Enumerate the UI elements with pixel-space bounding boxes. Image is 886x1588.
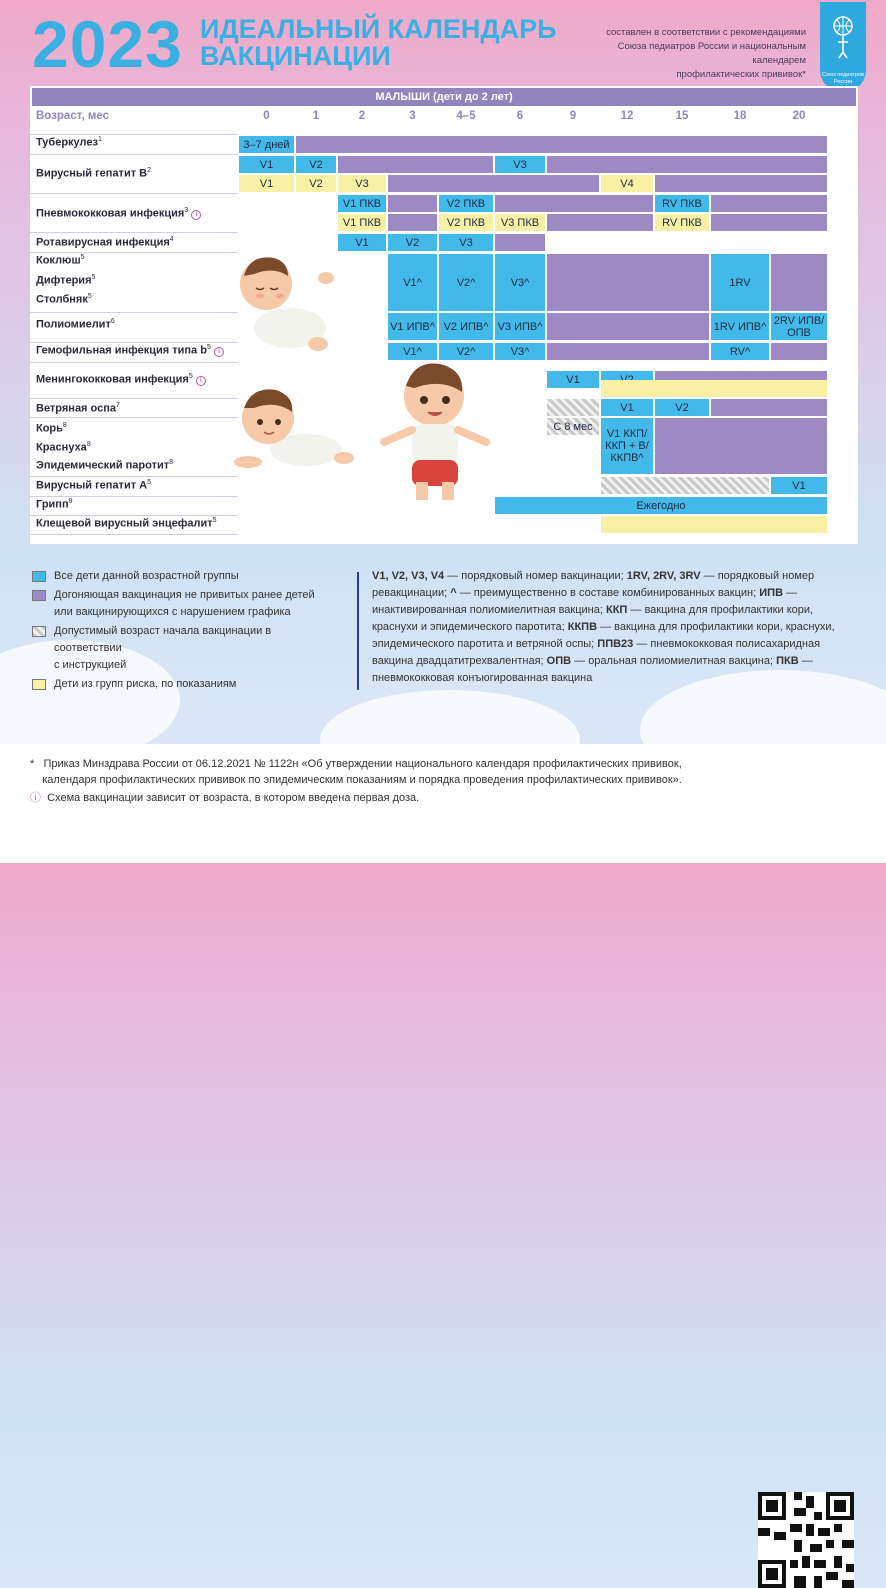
row-divider	[30, 417, 238, 418]
walking-baby-icon	[370, 356, 500, 506]
tb-dose: 3–7 дней	[239, 136, 294, 153]
pneumo-risk-catchup	[711, 214, 827, 231]
row-divider	[30, 252, 238, 253]
row-label-mumps: Эпидемический паротит$^8$	[36, 459, 174, 472]
row-label-pertussis: Коклюш$^5$	[36, 254, 85, 267]
age-column-0: 0	[238, 106, 295, 128]
flu-annual: Ежегодно	[495, 497, 827, 514]
pneumo-risk-1: V1 ПКВ	[338, 214, 386, 231]
row-divider	[30, 362, 238, 363]
hib-catchup	[547, 343, 709, 360]
age-column-4–5: 4–5	[438, 106, 494, 128]
age-dependent-icon: i	[191, 210, 201, 220]
polio-dose-1: V1 ИПВ^	[388, 313, 437, 340]
row-label-tick-encephalitis: Клещевой вирусный энцефалит$^5$	[36, 517, 217, 530]
color-legend	[32, 568, 332, 695]
hepa-dose-1: V1	[771, 477, 827, 494]
row-label-measles: Корь$^8$	[36, 422, 67, 435]
row-label-hepatitis-a: Вирусный гепатит $А^5$	[36, 479, 152, 492]
polio-catchup	[547, 313, 709, 340]
age-dependent-icon: i	[214, 347, 224, 357]
row-divider	[30, 134, 238, 135]
crawling-baby-icon	[226, 378, 356, 478]
polio-dose-3: V3 ИПВ^	[495, 313, 545, 340]
hepb-dose-2: V2	[296, 156, 336, 173]
varicella-catchup	[711, 399, 827, 416]
row-label-meningococcal: Менингококковая инфекция$^5$ i	[30, 373, 238, 386]
row-label-tuberculosis: Туберкулез$^1$	[36, 136, 102, 149]
title-line-2: ВАКЦИНАЦИИ	[200, 41, 391, 71]
pneumo-catchup	[388, 195, 437, 212]
rota-dose-1: V1	[338, 234, 386, 251]
legend-item-catchup: Догоняющая вакцинация не привитых ранее детей или вакцинирующихся с нарушением графика	[32, 587, 332, 621]
mening-risk	[601, 380, 827, 397]
row-label-rotavirus: Ротавирусная инфекция$^4$	[36, 236, 174, 249]
compiled-note	[576, 26, 806, 82]
hepb-catchup	[547, 156, 827, 173]
pneumo-risk-catchup	[388, 214, 437, 231]
row-label-hepatitis-b: Вирусный гепатит $В^2$	[36, 167, 152, 180]
dtp-dose-1: V1^	[388, 254, 437, 311]
main-title	[200, 16, 557, 70]
row-divider	[30, 312, 238, 313]
hepb-risk-4: V4	[601, 175, 653, 192]
row-label-hib: Гемофильная инфекция типа $b^5$ i	[30, 344, 238, 357]
hepb-risk-1: V1	[239, 175, 294, 192]
footnote-scheme: ⓘ Схема вакцинации зависит от возраста, в котором введена первая доза.	[30, 792, 420, 804]
vaccination-table	[30, 86, 858, 544]
legend-swatch-hatched	[32, 626, 46, 637]
row-label-polio: Полиомиелит$^6$	[36, 318, 115, 331]
logo-text: Союз педиатров России	[822, 72, 864, 85]
compiled-line-2: Союза педиатров России и национальным календарем	[617, 41, 806, 66]
title-line-1: ИДЕАЛЬНЫЙ КАЛЕНДАРЬ	[200, 14, 557, 44]
age-column-6: 6	[494, 106, 546, 128]
dtp-dose-2: V2^	[439, 254, 493, 311]
row-divider	[30, 193, 238, 194]
hib-revacc: RV^	[711, 343, 769, 360]
pneumo-dose-2: V2 ПКВ	[439, 195, 493, 212]
legend-swatch-yellow	[32, 679, 46, 690]
dtp-revacc-1: 1RV	[711, 254, 769, 311]
rota-dose-3: V3	[439, 234, 493, 251]
pneumo-catchup	[495, 195, 653, 212]
age-header-label: Возраст, мес	[30, 106, 244, 128]
hepb-risk-catchup	[655, 175, 827, 192]
age-column-1: 1	[295, 106, 337, 128]
rota-dose-2: V2	[388, 234, 437, 251]
hepb-risk-catchup	[388, 175, 599, 192]
legend-divider	[357, 572, 359, 690]
dtp-dose-3: V3^	[495, 254, 545, 311]
union-pediatricians-logo	[820, 2, 866, 92]
pneumo-risk-catchup	[547, 214, 653, 231]
hib-catchup	[771, 343, 827, 360]
age-column-2: 2	[337, 106, 387, 128]
row-divider	[30, 342, 238, 343]
mmr-catchup	[655, 418, 827, 474]
mmr-dose-1: V1 ККП/ ККП + В/ ККПВ^	[601, 418, 653, 474]
legend-swatch-blue	[32, 571, 46, 582]
pneumo-risk-2: V2 ПКВ	[439, 214, 493, 231]
polio-dose-2: V2 ИПВ^	[439, 313, 493, 340]
legend-item-all: Все дети данной возрастной группы	[32, 568, 332, 585]
age-column-3: 3	[387, 106, 438, 128]
row-label-influenza: Грипп$^9$	[36, 498, 73, 511]
hib-dose-1: V1^	[388, 343, 437, 360]
rota-catchup	[495, 234, 545, 251]
age-column-9: 9	[546, 106, 600, 128]
row-divider	[30, 476, 238, 477]
hepb-risk-3: V3	[338, 175, 386, 192]
tb-catchup	[296, 136, 827, 153]
legend-item-permitted: Допустимый возраст начала вакцинации в соответствии с инструкцией	[32, 623, 332, 674]
compiled-line-1: составлен в соответствии с рекомендациями	[606, 27, 806, 38]
mening-dose-1: V1	[547, 371, 599, 388]
polio-revacc-1: 1RV ИПВ^	[711, 313, 769, 340]
row-label-tetanus: Столбняк$^5$	[36, 293, 92, 306]
page-header	[0, 0, 886, 84]
hepb-risk-2: V2	[296, 175, 336, 192]
polio-revacc-2: 2RV ИПВ/ОПВ	[771, 313, 827, 340]
varicella-dose-1: V1	[601, 399, 653, 416]
pneumo-risk-3: V3 ПКВ	[495, 214, 545, 231]
pneumo-catchup	[711, 195, 827, 212]
varicella-dose-2: V2	[655, 399, 709, 416]
hepb-dose-1: V1	[239, 156, 294, 173]
age-column-15: 15	[654, 106, 710, 128]
row-label-diphtheria: Дифтерия$^5$	[36, 274, 96, 287]
qr-code-icon	[758, 1492, 854, 1588]
row-divider	[30, 515, 238, 516]
row-label-rubella: Краснуха$^8$	[36, 441, 91, 454]
row-label-varicella: Ветряная оспа$^7$	[36, 402, 120, 415]
hib-dose-3: V3^	[495, 343, 545, 360]
row-divider	[30, 154, 238, 155]
hepb-dose-3: V3	[495, 156, 545, 173]
sleeping-baby-icon	[230, 248, 340, 358]
dtp-catchup	[547, 254, 709, 311]
age-column-20: 20	[770, 106, 828, 128]
row-label-pneumococcal: Пневмококковая инфекция$^3$ i	[30, 207, 238, 220]
pneumo-dose-1: V1 ПКВ	[338, 195, 386, 212]
age-band-header: МАЛЫШИ (дети до 2 лет)	[32, 88, 856, 106]
tbe-risk	[601, 516, 827, 533]
row-divider	[30, 232, 238, 233]
footnote-order: * Приказ Минздрава России от 06.12.2021 № 1122н «Об утверждении национального календаря профилактических прививок, календаря профилактических прививок по эпидемическим показаниям и порядка проведения профилактических прививок».	[30, 758, 682, 786]
globe-child-icon	[831, 16, 855, 60]
legend-swatch-purple	[32, 590, 46, 601]
hepb-catchup	[338, 156, 493, 173]
age-column-12: 12	[600, 106, 654, 128]
pneumo-revacc: RV ПКВ	[655, 195, 709, 212]
row-divider	[30, 534, 238, 535]
compiled-line-3: профилактических прививок*	[676, 69, 806, 80]
legend-item-risk: Дети из групп риска, по показаниям	[32, 676, 332, 693]
row-divider	[30, 398, 238, 399]
abbreviations: V1, V2, V3, V4 — порядковый номер вакцинации; 1RV, 2RV, 3RV — порядковый номер ревакцинации; ^ — преимущественно в составе комбинированных вакцин; ИПВ — инактивированная полиомиелитная вакцина; ККП — вакцина для профилактики кори, краснухи и эпидемического паротита; ККПВ — вакцина для профилактики кори, краснухи, эпидемического паротита и ветряной оспы; ППВ23 — пневмококковая полисахаридная вакцина двадцатитрехвалентная; ОПВ — оральная полиомиелитная вакцина; ПКВ — пневмококковая конъюгированная вакцина	[372, 570, 835, 684]
year-title: 2023	[32, 7, 183, 81]
hepa-permitted	[601, 477, 769, 494]
age-dependent-icon: i	[196, 376, 206, 386]
varicella-permitted	[547, 399, 599, 416]
age-column-18: 18	[710, 106, 770, 128]
hib-dose-2: V2^	[439, 343, 493, 360]
row-divider	[30, 496, 238, 497]
pneumo-risk-revacc: RV ПКВ	[655, 214, 709, 231]
mmr-permitted: С 8 мес	[547, 418, 599, 435]
footnotes	[0, 744, 886, 863]
dtp-catchup	[771, 254, 827, 311]
